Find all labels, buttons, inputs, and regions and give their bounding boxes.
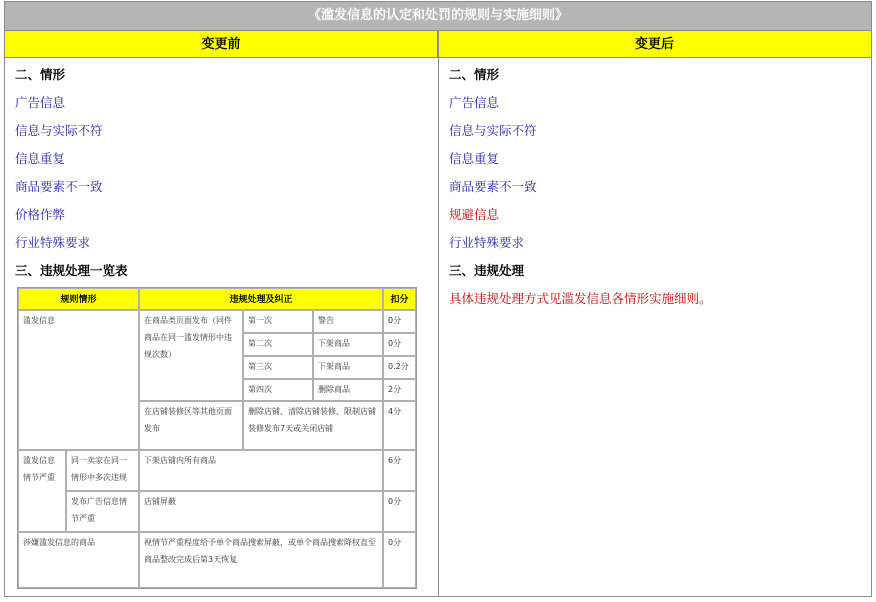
column-header-after: 变更后 bbox=[438, 30, 871, 58]
penalty-header-action: 违规处理及纠正 bbox=[139, 288, 383, 310]
penalty-suspected-score: 0分 bbox=[383, 532, 416, 588]
right-item-industry: 行业特殊要求 bbox=[449, 235, 525, 250]
left-item-ad-info: 广告信息 bbox=[15, 95, 66, 110]
right-section-situations: 二、情形 bbox=[449, 67, 500, 82]
column-header-before: 变更前 bbox=[5, 30, 438, 58]
penalty-header-score: 扣分 bbox=[383, 288, 416, 310]
left-item-industry: 行业特殊要求 bbox=[15, 235, 91, 250]
penalty-action-3: 下架商品 bbox=[313, 356, 383, 379]
penalty-table bbox=[17, 287, 417, 589]
penalty-time-2: 第二次 bbox=[243, 333, 313, 356]
penalty-sub-shop-page: 在店铺装修区等其他页面发布 bbox=[139, 401, 243, 450]
page-title: 《滥发信息的认定和处罚的规则与实施细则》 bbox=[5, 2, 871, 30]
column-divider bbox=[438, 30, 439, 596]
penalty-sub-repeat: 同一卖家在同一情形中多次违规 bbox=[66, 450, 139, 491]
penalty-ad-severe-action: 店铺屏蔽 bbox=[139, 491, 383, 532]
right-penalty-note: 具体违规处理方式见滥发信息各情形实施细则。 bbox=[449, 291, 712, 306]
penalty-shop-action: 删除店铺、清除店铺装修、限制店铺装修发布7天或关闭店铺 bbox=[243, 401, 383, 450]
penalty-time-3: 第三次 bbox=[243, 356, 313, 379]
left-section-penalty-table: 三、违规处理一览表 bbox=[15, 263, 128, 278]
left-item-inconsistent: 商品要素不一致 bbox=[15, 179, 103, 194]
penalty-sub-product-page: 在商品类页面发布（同件商品在同一滥发情形中违规次数） bbox=[139, 310, 243, 401]
right-item-ad-info: 广告信息 bbox=[449, 95, 500, 110]
penalty-shop-score: 4分 bbox=[383, 401, 416, 450]
penalty-action-2: 下架商品 bbox=[313, 333, 383, 356]
penalty-repeat-action: 下架店铺内所有商品 bbox=[139, 450, 383, 491]
penalty-score-4: 2分 bbox=[383, 379, 416, 401]
right-item-inconsistent: 商品要素不一致 bbox=[449, 179, 537, 194]
right-item-mismatch: 信息与实际不符 bbox=[449, 123, 537, 138]
penalty-case-spam: 滥发信息 bbox=[18, 310, 139, 450]
penalty-time-4: 第四次 bbox=[243, 379, 313, 401]
left-item-duplicate: 信息重复 bbox=[15, 151, 66, 166]
right-item-evasive-info: 规避信息 bbox=[449, 207, 500, 222]
penalty-ad-severe-score: 0分 bbox=[383, 491, 416, 532]
comparison-table bbox=[4, 1, 872, 597]
left-item-price-cheat: 价格作弊 bbox=[15, 207, 66, 222]
penalty-score-2: 0分 bbox=[383, 333, 416, 356]
left-item-mismatch: 信息与实际不符 bbox=[15, 123, 103, 138]
penalty-case-suspected: 涉嫌滥发信息的商品 bbox=[18, 532, 139, 588]
penalty-action-1: 警告 bbox=[313, 310, 383, 333]
penalty-action-4: 删除商品 bbox=[313, 379, 383, 401]
right-section-penalty: 三、违规处理 bbox=[449, 263, 525, 278]
penalty-case-severe: 滥发信息情节严重 bbox=[18, 450, 66, 532]
penalty-header-case: 规则情形 bbox=[18, 288, 139, 310]
penalty-score-3: 0.2分 bbox=[383, 356, 416, 379]
right-item-duplicate: 信息重复 bbox=[449, 151, 500, 166]
penalty-repeat-score: 6分 bbox=[383, 450, 416, 491]
penalty-suspected-action: 视情节严重程度给予单个商品搜索屏蔽，或单个商品搜索降权直至商品整改完成后第3天恢复 bbox=[139, 532, 383, 588]
penalty-time-1: 第一次 bbox=[243, 310, 313, 333]
left-section-situations: 二、情形 bbox=[15, 67, 66, 82]
penalty-score-1: 0分 bbox=[383, 310, 416, 333]
penalty-sub-ad-severe: 发布广告信息情节严重 bbox=[66, 491, 139, 532]
